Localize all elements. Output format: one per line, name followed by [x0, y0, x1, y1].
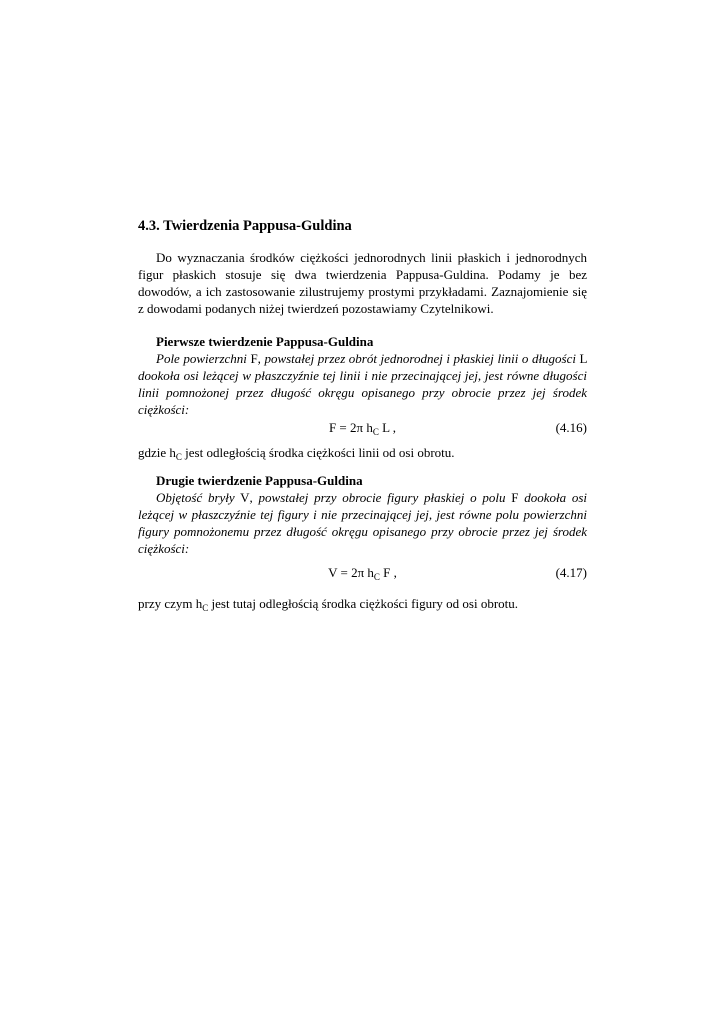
theorem2-text-b: , powstałej przy obrocie figury płaskiej o polu	[249, 490, 506, 505]
theorem2-text-a: Objętość bryły	[156, 490, 235, 505]
theorem2-explanation	[138, 595, 587, 614]
theorem1-symbol-f: F	[250, 351, 258, 366]
theorem2-symbol-f: F	[511, 490, 519, 505]
equation-4-16	[138, 418, 587, 438]
theorem2-symbol-v: V	[240, 490, 250, 505]
theorem2-text-c: dookoła osi leżącej w płaszczyźnie tej figury i nie przecinającej jej, jest równe polu powierzchni figury pomnożonemu przez długość okręgu opisanego przy obrocie przez jej środek ciężkości:	[138, 490, 587, 556]
equation-4-17-number: (4.17)	[555, 565, 587, 580]
equation-4-16-formula	[138, 418, 587, 439]
eq1-subscript: C	[372, 427, 379, 437]
after2-subscript: C	[202, 603, 209, 613]
theorem1-symbol-l: L	[579, 351, 587, 366]
eq2-subscript: C	[373, 572, 380, 582]
eq2-left: V = 2π h	[328, 565, 374, 580]
equation-4-17-formula	[138, 563, 587, 584]
theorem1-title: Pierwsze twierdzenie Pappusa-Guldina	[156, 334, 374, 349]
after2-right: jest tutaj odległością środka ciężkości figury od osi obrotu.	[208, 596, 519, 611]
theorem1-text-c: dookoła osi leżącej w płaszczyźnie tej linii i nie przecinającej jej, jest równe długości linii pomnożonej przez długość okręgu opisanego przy obrocie przez jej środek ciężkości:	[138, 368, 587, 417]
equation-4-16-number: (4.16)	[555, 420, 587, 435]
equation-4-17	[138, 563, 587, 583]
after1-left: gdzie h	[138, 445, 176, 460]
theorem1-statement	[138, 350, 587, 418]
page-content	[138, 216, 587, 614]
eq1-right: L ,	[378, 420, 397, 435]
theorem1-explanation	[138, 444, 587, 463]
theorem2-statement	[138, 489, 587, 557]
eq2-right: F ,	[379, 565, 397, 580]
theorem1-text-a: Pole powierzchni	[156, 351, 247, 366]
eq1-left: F = 2π h	[328, 420, 373, 435]
theorem2-title: Drugie twierdzenie Pappusa-Guldina	[156, 473, 363, 488]
after2-left: przy czym h	[138, 596, 203, 611]
intro-paragraph: Do wyznaczania środków ciężkości jednorodnych linii płaskich i jednorodnych figur płaskich stosuje się dwa twierdzenia Pappusa-Guldina. Podamy je bez dowodów, a ich zastosowanie zilustrujemy prostymi przykładami. Zaznajomienie się z dowodami podanych niżej twierdzeń pozostawiamy Czytelnikowi.	[138, 250, 587, 316]
section-title: 4.3. Twierdzenia Pappusa-Guldina	[138, 218, 352, 234]
after1-subscript: C	[175, 452, 182, 462]
after1-right: jest odległością środka ciężkości linii od osi obrotu.	[181, 445, 455, 460]
theorem1-text-b: , powstałej przez obrót jednorodnej i płaskiej linii o długości	[257, 351, 576, 366]
